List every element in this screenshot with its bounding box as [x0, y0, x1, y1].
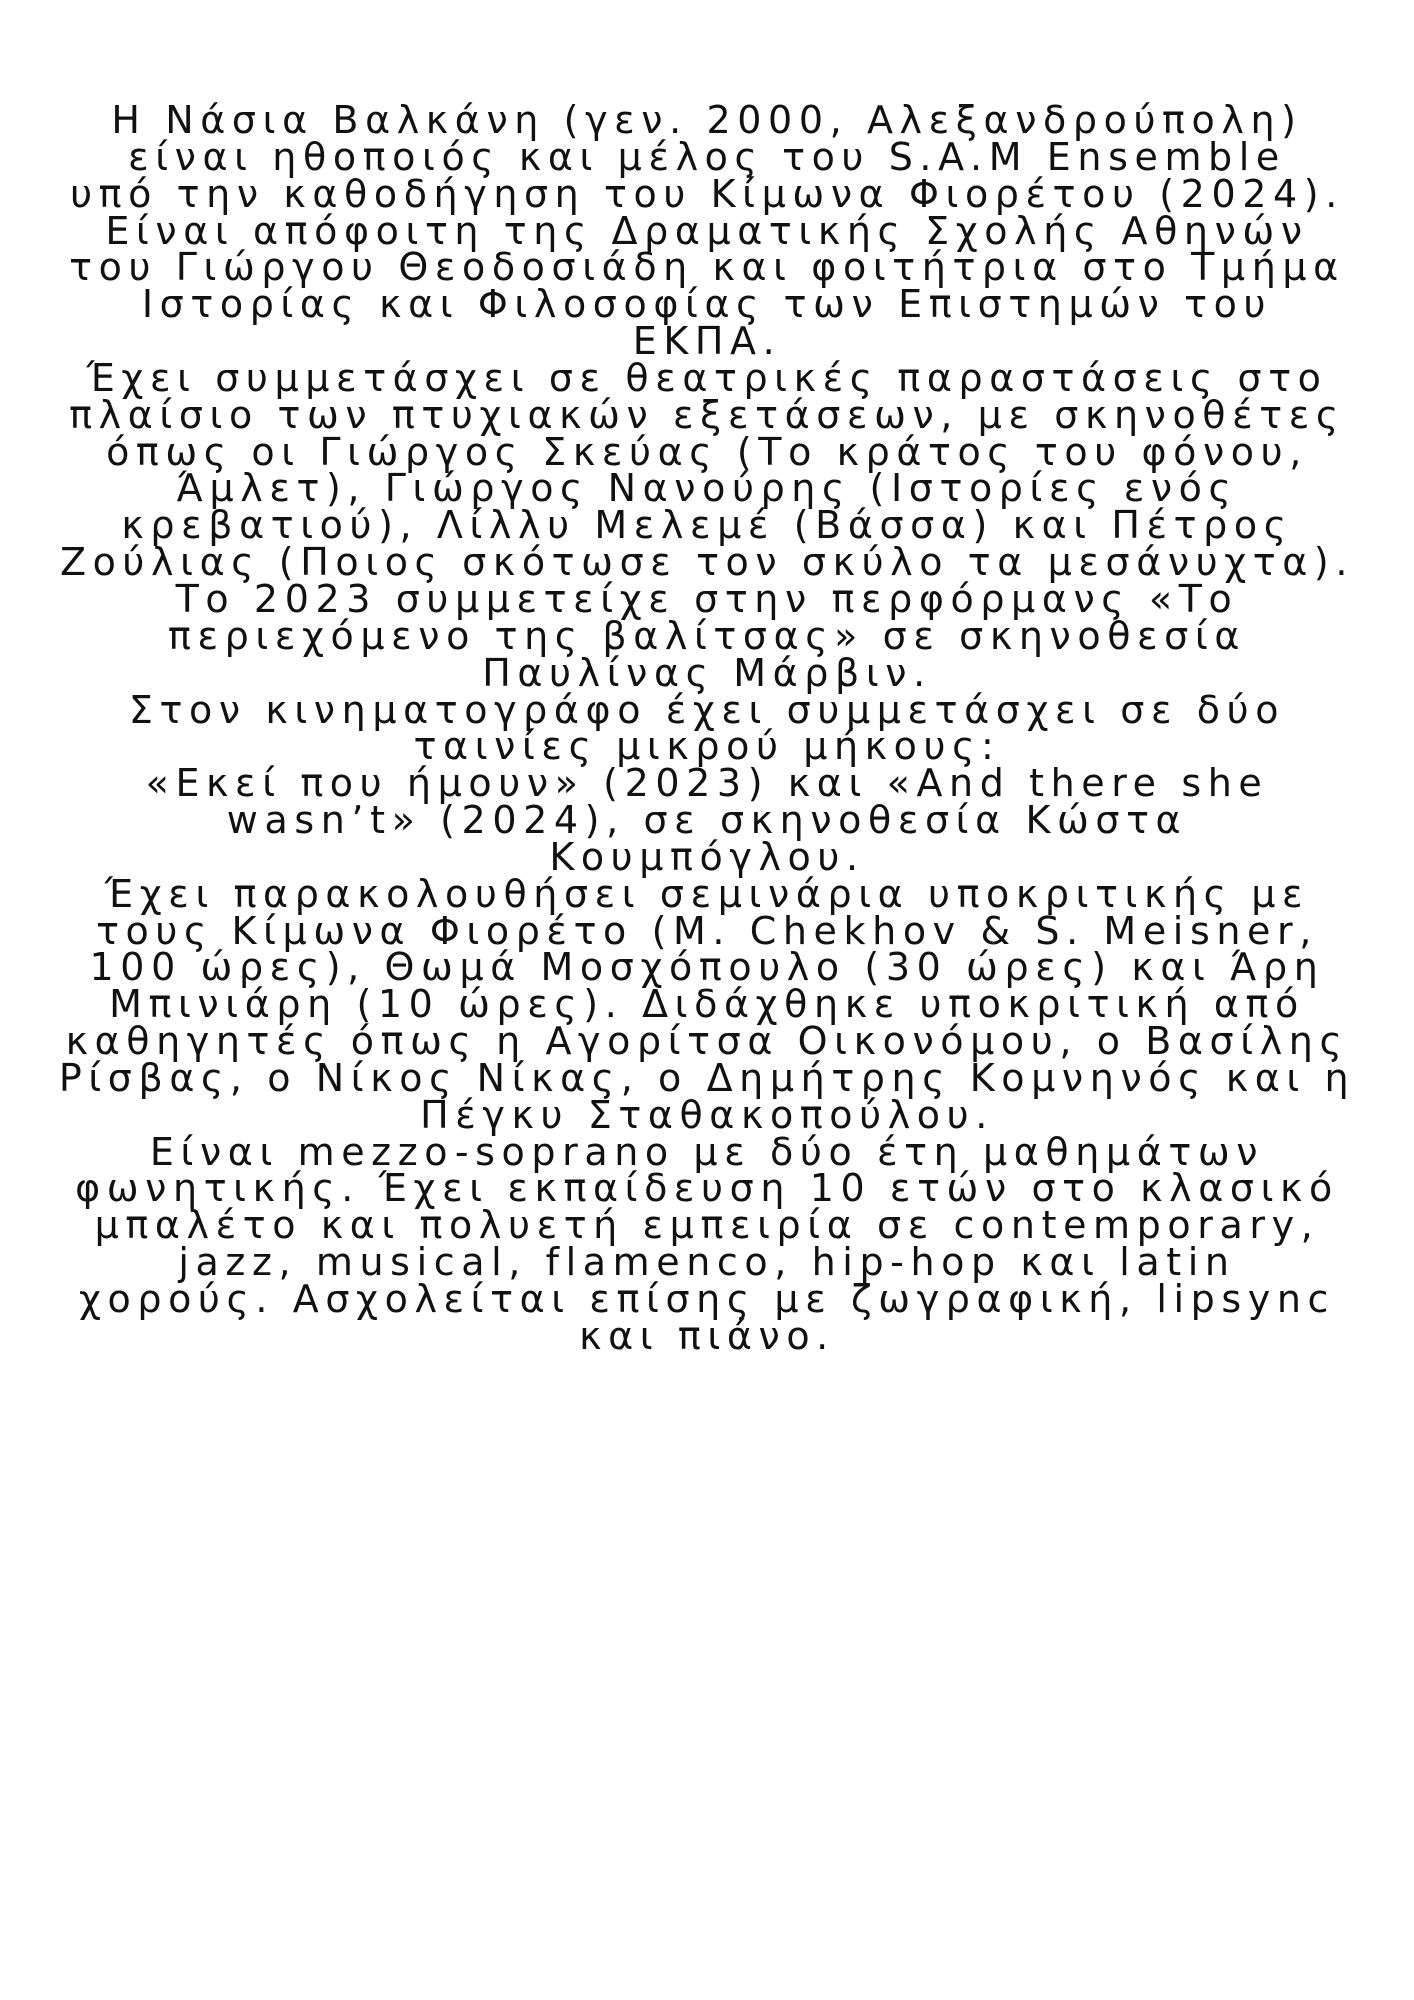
text-line: τους Κίμωνα Φιορέτο (M. Chekhov & S. Meisner, [96, 908, 1318, 953]
text-line: πλαίσιο των πτυχιακών εξετάσεων, με σκηνοθέτες [69, 392, 1345, 437]
text-line: Έχει παρακολουθήσει σεμινάρια υποκριτικής με [104, 871, 1310, 916]
text-line: Στον κινηματογράφο έχει συμμετάσχει σε δύο [128, 687, 1286, 732]
text-line: ταινίες μικρού μήκους: [413, 724, 1001, 769]
text-line: Κουμπόγλου. [549, 834, 865, 879]
text-line: 100 ώρες), Θωμά Μοσχόπουλο (30 ώρες) και Άρη [89, 945, 1325, 990]
text-line: Έχει συμμετάσχει σε θεατρικές παραστάσεις στο [86, 355, 1328, 400]
text-line: υπό την καθοδήγηση του Κίμωνα Φιορέτου (2024). [70, 171, 1344, 216]
text-line: καθηγητές όπως η Αγορίτσα Οικονόμου, ο Βασίλης [65, 1019, 1349, 1064]
text-line: χορούς. Ασχολείται επίσης με ζωγραφική, lipsync [78, 1277, 1336, 1321]
text-line: και πιάνο. [579, 1313, 835, 1358]
text-line: Άμλετ), Γιώργος Νανούρης (Ιστορίες ενός [176, 466, 1238, 511]
text-line: περιεχόμενο της βαλίτσας» σε σκηνοθεσία [168, 613, 1246, 658]
text-line: Πέγκυ Σταθακοπούλου. [420, 1092, 994, 1137]
text-line: κρεβατιού), Λίλλυ Μελεμέ (Βάσσα) και Πέτρος [121, 503, 1293, 548]
text-line: Ρίσβας, ο Νίκος Νίκας, ο Δημήτρης Κομνηνός και η [58, 1055, 1356, 1100]
text-line: Ζούλιας (Ποιος σκότωσε τον σκύλο τα μεσάνυχτα). [59, 540, 1355, 585]
text-line: ΕΚΠΑ. [632, 319, 782, 364]
text-line: Το 2023 συμμετείχε στην περφόρμανς «Το [175, 576, 1239, 621]
text-line: του Γιώργου Θεοδοσιάδη και φοιτήτρια στο Τμήμα [69, 245, 1345, 290]
text-line: «Εκεί που ήμουν» (2023) και «And there she [145, 761, 1269, 806]
text-line: φωνητικής. Έχει εκπαίδευση 10 ετών στο κλασικό [75, 1166, 1339, 1211]
text-line: Είναι mezzo-soprano με δύο έτη μαθημάτων [149, 1129, 1265, 1174]
text-line: Είναι απόφοιτη της Δραματικής Σχολής Αθηνών [105, 208, 1309, 253]
text-line: μπαλέτο και πολυετή εμπειρία σε contemporary, [94, 1203, 1320, 1248]
text-line: Η Νάσια Βαλκάνη (γεν. 2000, Αλεξανδρούπολη) [111, 98, 1303, 142]
text-line: jazz, musical, flamenco, hip-hop και latin [178, 1240, 1236, 1285]
text-line: Μπινιάρη (10 ώρες). Διδάχθηκε υποκριτική από [109, 982, 1305, 1027]
text-line: όπως οι Γιώργος Σκεύας (Το κράτος του φόνου, [106, 429, 1308, 474]
text-line: Ιστορίας και Φιλοσοφίας των Επιστημών του [141, 282, 1273, 327]
text-line: Παυλίνας Μάρβιν. [482, 650, 932, 695]
text-line: wasn’t» (2024), σε σκηνοθεσία Κώστα [226, 798, 1188, 843]
text-line: είναι ηθοποιός και μέλος του S.A.M Ensemble [128, 134, 1286, 179]
biography-text [40, 98, 1374, 1358]
